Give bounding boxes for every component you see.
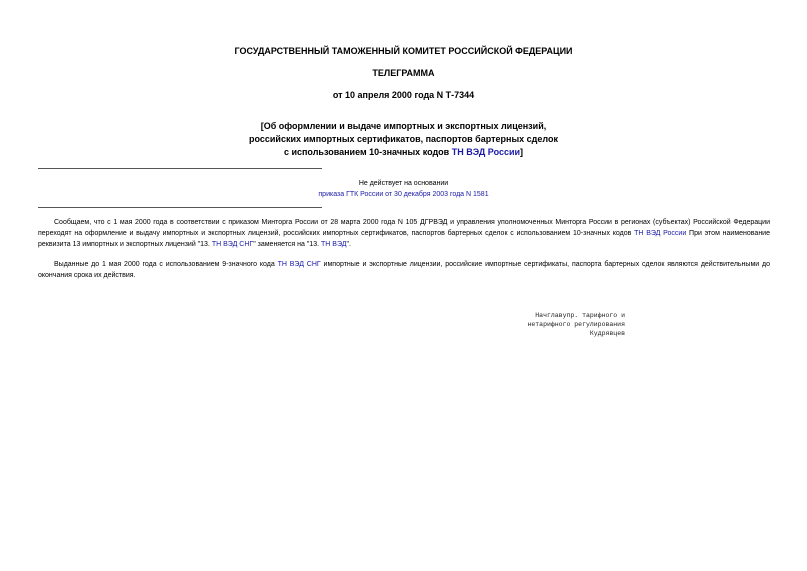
paragraph-2-text-a: Выданные до 1 мая 2000 года с использованием 9-значного кода — [54, 261, 278, 268]
document-type: ТЕЛЕГРАММА — [372, 68, 435, 78]
divider-bottom — [38, 207, 322, 208]
paragraph-2 — [38, 259, 770, 281]
signature-position-line-1: Начглавупр. тарифного и — [535, 312, 625, 319]
tn-ved-russia-link[interactable]: ТН ВЭД России — [451, 147, 521, 157]
document-subject — [0, 120, 807, 159]
subject-line-3-text: с использованием 10-значных кодов — [283, 147, 452, 157]
status-notice-link-wrap — [0, 189, 807, 201]
paragraph-1-text-c: " заменяется на "13. — [253, 241, 321, 248]
paragraph-2-text-b: импортные и экспортные лицензии, российские импортные сертификаты, паспорта бартерных сделок являются действительными до окончания срока их действия. — [38, 261, 770, 279]
status-notice: Не действует на основании — [358, 180, 449, 187]
subject-line-1: [Об оформлении и выдаче импортных и экспортных лицензий, — [260, 121, 547, 131]
tn-ved-link[interactable]: ТН ВЭД — [321, 241, 347, 248]
paragraph-1-text-b: При этом наименование реквизита 13 импортных и экспортных лицензий "13. — [38, 230, 770, 248]
subject-line-3-suffix: ] — [520, 147, 524, 157]
divider-top — [38, 168, 322, 169]
paragraph-1 — [38, 217, 770, 250]
paragraph-1-text-a: Сообщаем, что с 1 мая 2000 года в соответствии с приказом Минторга России от 28 марта 2000 года N 105 ДГРВЭД и управления уполномоченных Минторга России в регионах (субъектах) Российской Федерации переходят на оформление и выдачу импортных и экспортных лицензий, российских импортных сертификатов, паспортов бартерных сделок с использованием 10-значных кодов — [38, 219, 770, 237]
subject-line-3 — [0, 146, 807, 159]
signature-position-line-2: нетарифного регулирования — [527, 321, 625, 328]
tn-ved-sng-link-2[interactable]: ТН ВЭД СНГ — [277, 261, 321, 268]
document-date-number: от 10 апреля 2000 года N Т-7344 — [332, 90, 475, 100]
subject-line-2: российских импортных сертификатов, паспортов бартерных сделок — [249, 134, 558, 144]
organization-title: ГОСУДАРСТВЕННЫЙ ТАМОЖЕННЫЙ КОМИТЕТ РОССИЙСКОЙ ФЕДЕРАЦИИ — [234, 46, 573, 56]
repeal-order-link[interactable]: приказа ГТК России от 30 декабря 2003 года N 1581 — [318, 191, 489, 198]
tn-ved-sng-link[interactable]: ТН ВЭД СНГ — [211, 241, 254, 248]
paragraph-1-text-d: ". — [346, 241, 351, 248]
tn-ved-russia-link-2[interactable]: ТН ВЭД России — [634, 230, 687, 237]
signature-name: Кудрявцев — [589, 330, 625, 337]
